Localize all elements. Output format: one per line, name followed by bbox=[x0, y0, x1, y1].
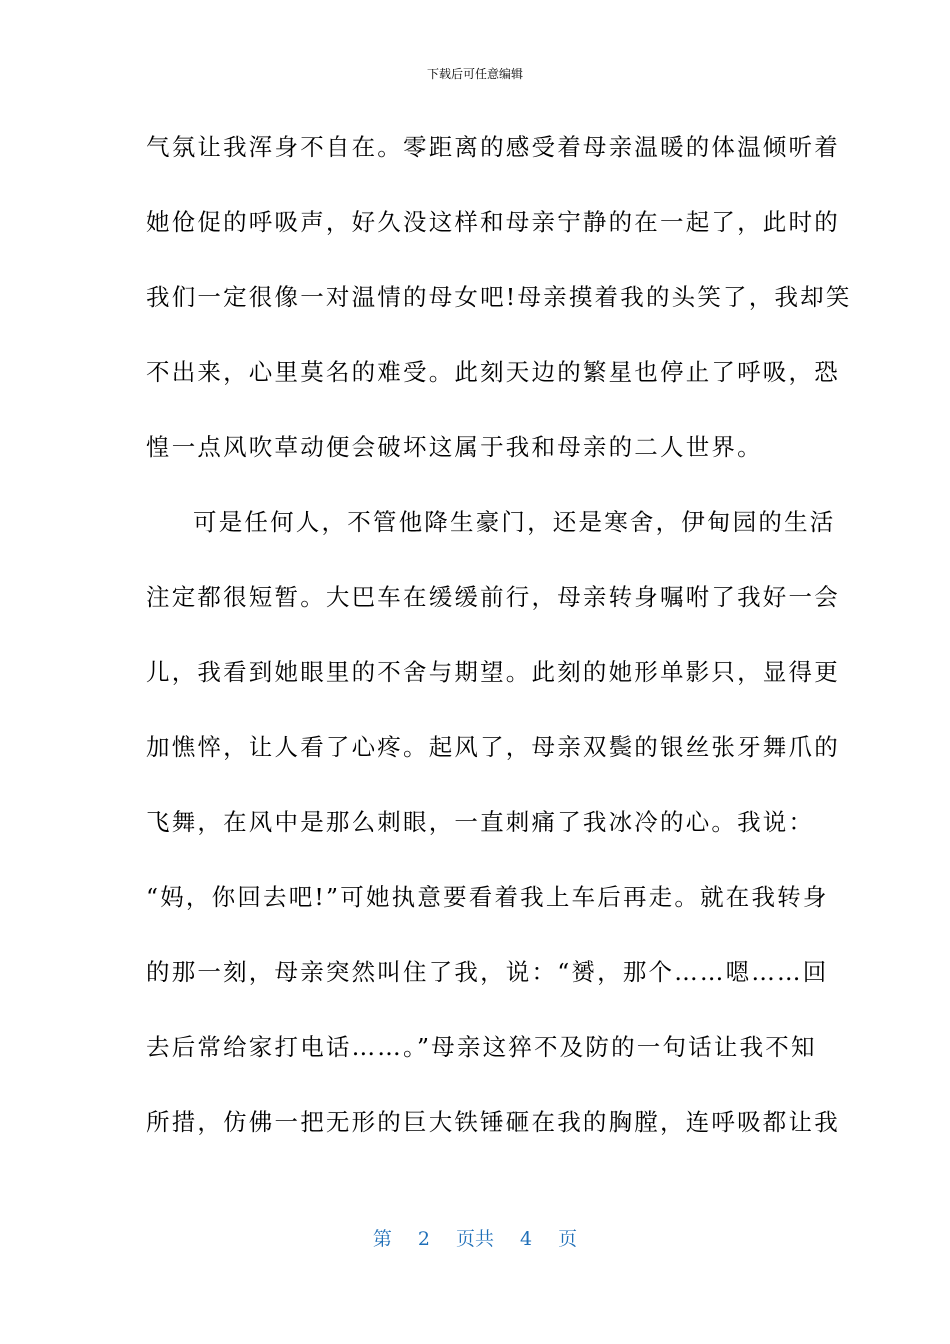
total-pages-number: 4 bbox=[520, 1228, 533, 1250]
text-line: 加憔悴，让人看了心疼。起风了，母亲双鬓的银丝张牙舞爪的 bbox=[146, 733, 840, 761]
text-line: 去后常给家打电话……。”母亲这猝不及防的一句话让我不知 bbox=[146, 1033, 817, 1061]
page-label-prefix: 第 bbox=[372, 1228, 392, 1250]
text-line: 不出来，心里莫名的难受。此刻天边的繁星也停止了呼吸，恐 bbox=[146, 358, 840, 386]
text-line: 注定都很短暂。大巴车在缓缓前行，母亲转身嘱咐了我好一会 bbox=[146, 583, 840, 611]
document-body bbox=[146, 127, 852, 1177]
text-line: 惶一点风吹草动便会破坏这属于我和母亲的二人世界。 bbox=[146, 433, 763, 461]
page-label-suffix: 页 bbox=[558, 1228, 578, 1250]
text-line: 气氛让我浑身不自在。零距离的感受着母亲温暖的体温倾听着 bbox=[146, 133, 840, 161]
text-line: 她伧促的呼吸声，好久没这样和母亲宁静的在一起了，此时的 bbox=[146, 208, 840, 236]
page-label-middle: 页共 bbox=[455, 1228, 494, 1250]
text-line: 飞舞，在风中是那么刺眼，一直刺痛了我冰冷的心。我说： bbox=[146, 808, 815, 836]
text-line: 所措，仿佛一把无形的巨大铁锤砸在我的胸膛，连呼吸都让我 bbox=[146, 1108, 840, 1136]
page-footer bbox=[0, 1226, 950, 1252]
text-line: 儿，我看到她眼里的不舍与期望。此刻的她形单影只，显得更 bbox=[146, 658, 840, 686]
page-header: 下载后可任意编辑 bbox=[426, 67, 523, 81]
text-line: 我们一定很像一对温情的母女吧!母亲摸着我的头笑了，我却笑 bbox=[146, 283, 852, 311]
current-page-number: 2 bbox=[417, 1228, 430, 1250]
paragraph-start-line: 可是任何人，不管他降生豪门，还是寒舍，伊甸园的生活 bbox=[193, 508, 836, 536]
text-line: “妈，你回去吧!”可她执意要看着我上车后再走。就在我转身 bbox=[146, 883, 829, 911]
text-line: 的那一刻，母亲突然叫住了我，说：“赟，那个……嗯……回 bbox=[146, 958, 829, 986]
